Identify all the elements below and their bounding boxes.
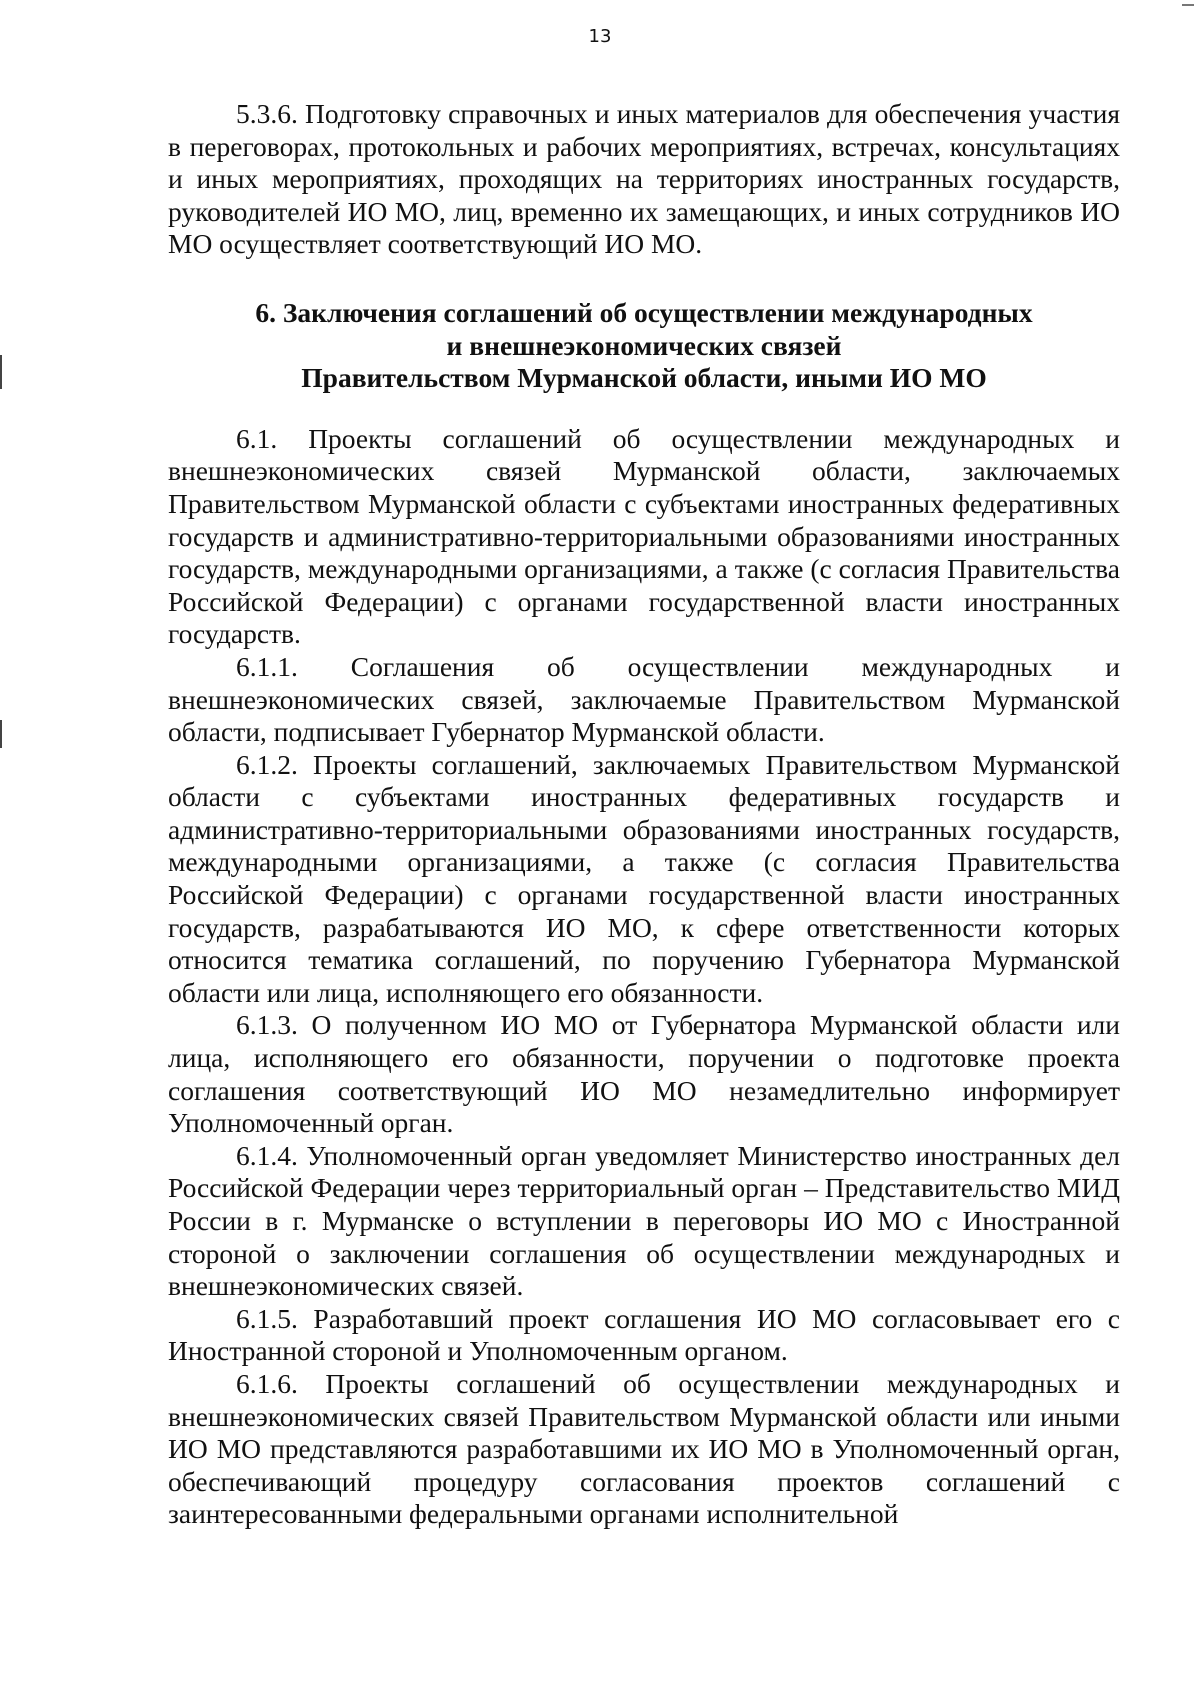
- paragraph-6-1-2: 6.1.2. Проекты соглашений, заключаемых Правительством Мурманской области с субъектами иностранных федеративных государств и административно-территориальными образованиями иностранных государств, международными организациями, а также (с согласия Правительства Российской Федерации) с органами государственной власти иностранных государств, разрабатываются ИО МО, к сфере ответственности которых относится тематика соглашений, по поручению Губернатора Мурманской области или лица, исполняющего его обязанности.: [168, 748, 1120, 1008]
- paragraph-6-1: 6.1. Проекты соглашений об осуществлении международных и внешнеэкономических связей Мурманской области, заключаемых Правительством Мурманской области с субъектами иностранных федеративных государств и административно-территориальными образованиями иностранных государств, международными организациями, а также (с согласия Правительства Российской Федерации) с органами государственной власти иностранных государств.: [168, 422, 1120, 650]
- paragraph-6-1-3: 6.1.3. О полученном ИО МО от Губернатора Мурманской области или лица, исполняющего его обязанности, поручении о подготовке проекта соглашения соответствующий ИО МО незамедлительно информирует Уполномоченный орган.: [168, 1009, 1120, 1139]
- scan-edge-mark: [0, 720, 2, 748]
- scan-corner-mark: [1182, 4, 1194, 6]
- scan-edge-mark: [0, 355, 2, 389]
- section-heading-line-1: 6. Заключения соглашений об осуществлении международных: [255, 296, 1033, 328]
- paragraph-6-1-6: 6.1.6. Проекты соглашений об осуществлении международных и внешнеэкономических связей Правительством Мурманской области или иными ИО МО представляются разработавшими их ИО МО в Уполномоченный орган, обеспечивающий процедуру согласования проектов соглашений с заинтересованными федеральными органами исполнительной: [168, 1367, 1120, 1530]
- paragraph-6-1-4: 6.1.4. Уполномоченный орган уведомляет Министерство иностранных дел Российской Федерации через территориальный орган – Представительство МИД России в г. Мурманске о вступлении в переговоры ИО МО с Иностранной стороной о заключении соглашения об осуществлении международных и внешнеэкономических связей.: [168, 1139, 1120, 1302]
- section-heading-line-3: Правительством Мурманской области, иными ИО МО: [301, 362, 987, 394]
- document-body: [168, 98, 1120, 1531]
- page-number: 13: [588, 26, 612, 47]
- section-heading-line-2: и внешнеэкономических связей: [446, 329, 842, 361]
- section-heading: [168, 297, 1120, 395]
- paragraph-5-3-6: 5.3.6. Подготовку справочных и иных материалов для обеспечения участия в переговорах, протокольных и рабочих мероприятиях, встречах, консультациях и иных мероприятиях, проходящих на территориях иностранных государств, руководителей ИО МО, лиц, временно их замещающих, и иных сотрудников ИО МО осуществляет соответствующий ИО МО.: [168, 98, 1120, 260]
- paragraph-6-1-1: 6.1.1. Соглашения об осуществлении международных и внешнеэкономических связей, заключаемые Правительством Мурманской области, подписывает Губернатор Мурманской области.: [168, 650, 1120, 748]
- paragraph-6-1-5: 6.1.5. Разработавший проект соглашения ИО МО согласовывает его с Иностранной стороной и Уполномоченным органом.: [168, 1302, 1120, 1367]
